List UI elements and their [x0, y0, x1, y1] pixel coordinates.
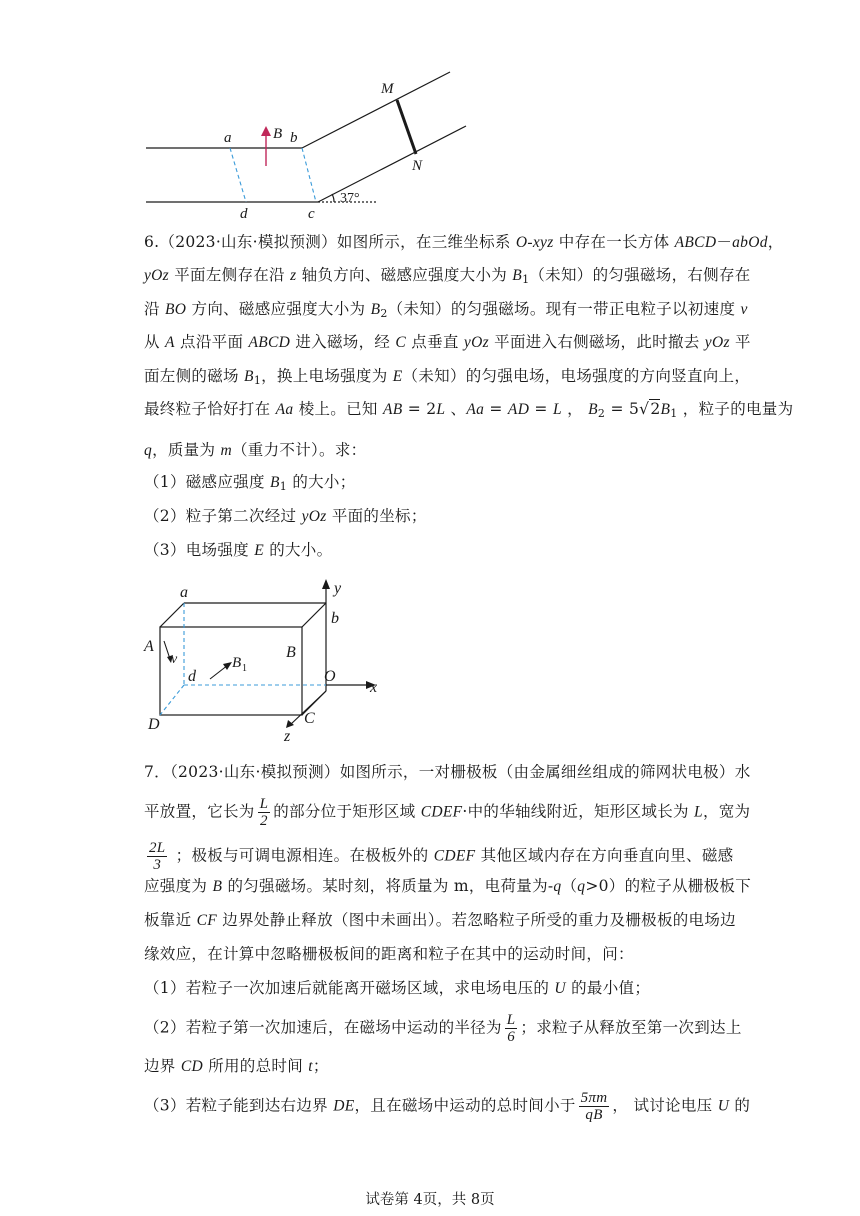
label-d: d — [240, 206, 248, 222]
text-line — [144, 299, 748, 324]
math-symbol: Aa — [466, 401, 485, 418]
label-x: x — [370, 679, 378, 696]
text-run: 边界处静止释放（图中未画出）。若忽略粒子所受的重力及栅极板的电场边 — [217, 911, 736, 929]
text-run: 平 — [729, 333, 751, 351]
math-symbol: U — [554, 980, 566, 997]
text-run: 应强度为 — [144, 877, 213, 895]
subscript: 2 — [380, 307, 388, 320]
label-A: A — [144, 638, 154, 655]
rod-mn — [397, 100, 416, 154]
subscript: 1 — [253, 374, 262, 387]
math-symbol: CD — [180, 1058, 203, 1075]
text-run: ， 试讨论电压 — [612, 1096, 718, 1115]
text-run: 点垂直 — [406, 333, 464, 351]
text-run: ；求粒子从释放至第一次到达上 — [520, 1018, 742, 1037]
text-run: 板靠近 — [144, 911, 197, 929]
text-run: ，质量为 — [152, 441, 221, 459]
text-line — [144, 232, 784, 253]
text-run: 缘效应，在计算中忽略栅极板间的距离和粒子在其中的运动时间，问： — [144, 945, 634, 963]
math-symbol: CDEF — [433, 847, 476, 865]
math-symbol: L — [694, 803, 703, 821]
label-v: v — [171, 652, 178, 667]
text-run: 平面左侧存在沿 — [169, 266, 291, 284]
text-run: ， — [561, 400, 589, 418]
angle-arc — [332, 194, 334, 202]
field-arrow-icon — [261, 126, 271, 166]
subscript: 2 — [597, 407, 606, 420]
front-face — [160, 627, 302, 715]
math-symbol: DE — [333, 1097, 355, 1115]
subscript: 1 — [522, 273, 530, 286]
text-run: 的匀强磁场。某时刻，将质量为 m，电荷量为- — [222, 877, 554, 895]
text-run: ，宽为 — [702, 802, 751, 821]
rail-figure — [140, 66, 480, 222]
label-O: O — [324, 668, 336, 685]
label-B: B — [286, 644, 296, 661]
text-line — [144, 978, 724, 999]
text-run: 所用的总时间 — [202, 1057, 309, 1075]
math-symbol: E — [392, 368, 403, 385]
cuboid-figure — [138, 575, 398, 745]
text-run: 平面进入右侧磁场，此时撤去 — [488, 333, 705, 351]
text-run: 进入磁场，经 — [290, 333, 396, 351]
text-run: 沿 — [144, 300, 166, 318]
label-field-b: B — [273, 126, 283, 142]
label-B1-subscript: 1 — [242, 663, 247, 674]
fraction: $\frac{L}{2}$ — [259, 796, 269, 829]
math-symbol: Aa — [275, 401, 294, 418]
text-run: = — [484, 400, 508, 418]
math-symbol: BO — [165, 301, 187, 318]
text-run: 的 — [729, 1096, 751, 1115]
text-run: 棱上。已知 — [293, 400, 383, 418]
text-line — [144, 840, 734, 873]
page-footer: 试卷第 4页，共 8页 — [365, 1192, 495, 1208]
math-symbol: ABCD — [674, 234, 717, 251]
label-angle: 37° — [340, 191, 360, 206]
text-run: 平面的坐标； — [326, 507, 427, 525]
text-run: >0）的粒子从栅极板下 — [585, 877, 752, 895]
text-line — [144, 1090, 751, 1123]
z-axis-arrow-icon — [286, 720, 294, 728]
text-run: 、 — [445, 400, 467, 418]
text-run: （重力不计）。求： — [232, 441, 367, 459]
math-symbol: yOz — [463, 334, 489, 351]
hidden-edge-depth — [160, 685, 184, 715]
text-run: 的大小。 — [263, 541, 333, 559]
math-symbol: C — [395, 334, 407, 351]
math-symbol: ABCD — [248, 334, 291, 351]
math-symbol: B — [270, 474, 280, 491]
math-symbol: CF — [196, 912, 218, 929]
label-m: M — [381, 81, 394, 97]
text-line — [144, 762, 751, 782]
text-line — [144, 876, 752, 897]
math-symbol: B — [244, 368, 254, 385]
text-run: 7．（2023·山东·模拟预测）如图所示，一对栅极板（由金属细丝组成的筛网状电极）水 — [144, 763, 751, 781]
label-C: C — [304, 710, 315, 727]
text-run: （未知）的匀强磁场，右侧存在 — [529, 266, 751, 284]
math-symbol: z — [290, 267, 297, 284]
label-c: c — [308, 206, 315, 222]
text-run: ，换上电场强度为 — [261, 367, 393, 385]
text-line — [144, 796, 751, 829]
text-line — [144, 1056, 724, 1077]
text-line — [144, 440, 724, 461]
text-run: ，粒子的电量为 — [677, 400, 794, 418]
text-run: （未知）的匀强磁场。现有一带正电粒子以初速度 — [387, 300, 741, 318]
label-n: N — [412, 158, 423, 174]
fraction: $\frac{2L}{3}$ — [149, 840, 166, 873]
text-run: 面左侧的磁场 — [144, 367, 245, 385]
text-run: 边界 — [144, 1057, 181, 1075]
text-line — [144, 332, 751, 353]
text-run: （1）磁感应强度 — [144, 473, 270, 491]
math-symbol: B — [660, 401, 671, 418]
text-run: ·中的华轴线附近，矩形区域长为 — [462, 802, 695, 821]
fraction: $\frac{L}{6}$ — [506, 1012, 516, 1045]
text-line — [144, 399, 794, 424]
label-B1: B — [232, 655, 242, 671]
text-run: （ — [561, 877, 578, 895]
label-D: D — [148, 716, 160, 733]
text-line — [144, 472, 724, 497]
math-symbol: AB — [382, 401, 403, 418]
math-symbol: B — [512, 267, 523, 284]
text-run: 的大小； — [287, 473, 356, 491]
subscript: 1 — [670, 407, 678, 420]
field-boundary-right — [302, 148, 316, 202]
text-run: ； — [312, 1057, 329, 1075]
math-symbol: E — [254, 542, 264, 559]
text-line — [144, 366, 751, 391]
math-symbol: yOz — [704, 334, 730, 351]
text-run: 点沿平面 — [174, 333, 249, 351]
subscript: 1 — [279, 480, 288, 493]
text-run: ，且在磁场中运动的总时间小于 — [354, 1096, 576, 1115]
fraction: $\frac{5\pi m}{qB}$ — [580, 1090, 608, 1123]
text-line — [144, 506, 724, 527]
math-symbol: q — [553, 878, 562, 895]
y-axis-arrow-icon — [322, 579, 330, 589]
math-symbol: yOz — [144, 267, 170, 284]
text-line — [144, 910, 736, 931]
text-line — [144, 540, 724, 561]
text-line — [144, 265, 751, 290]
math-symbol: B — [588, 401, 598, 418]
b1-arrow-icon — [210, 662, 232, 679]
text-run: （未知）的匀强电场，电场强度的方向竖直向上， — [402, 367, 751, 385]
field-boundary-left — [230, 148, 246, 202]
math-symbol: A — [165, 334, 175, 351]
text-run: （1）若粒子一次加速后就能离开磁场区域，求电场电压的 — [144, 979, 555, 997]
text-run: = — [529, 400, 553, 418]
math-symbol: U — [717, 1097, 730, 1115]
text-run: （2）若粒子第一次加速后，在磁场中运动的半径为 — [144, 1018, 502, 1037]
math-symbol: CDEF — [420, 803, 463, 821]
math-symbol: q — [577, 878, 586, 895]
math-symbol: AD — [507, 401, 530, 418]
math-symbol: L — [436, 401, 446, 418]
label-y: y — [334, 580, 342, 597]
label-b: b — [331, 610, 339, 627]
label-a: a — [180, 584, 188, 601]
text-run: 其他区域内存在方向垂直向里、磁感 — [475, 846, 734, 865]
math-symbol: B — [370, 301, 381, 318]
math-symbol: O-xyz — [515, 234, 554, 251]
math-symbol: B — [212, 878, 223, 895]
math-symbol: m — [220, 442, 232, 459]
math-symbol: abOd — [732, 234, 768, 251]
text-line — [144, 1012, 742, 1045]
math-symbol: L — [552, 401, 562, 418]
sqrt: √2 — [639, 400, 661, 418]
text-run: （3）电场强度 — [144, 541, 255, 559]
label-d: d — [188, 668, 196, 685]
text-run: ；极板与可调电源相连。在极板外的 — [170, 846, 434, 865]
text-run: 6.（2023·山东·模拟预测）如图所示，在三维坐标系 — [144, 233, 516, 251]
math-symbol: q — [144, 442, 153, 459]
upper-rail-inclined — [302, 72, 450, 148]
text-run: 的部分位于矩形区域 — [273, 802, 421, 821]
label-z: z — [284, 728, 291, 745]
math-symbol: t — [308, 1058, 313, 1075]
text-run: ， — [767, 233, 784, 251]
text-run: 的最小值； — [565, 979, 651, 997]
text-run: （2）粒子第二次经过 — [144, 507, 302, 525]
text-run: － — [716, 233, 733, 251]
text-run: 方向、磁感应强度大小为 — [186, 300, 371, 318]
text-run: = 2 — [402, 400, 437, 418]
text-run: （3）若粒子能到达右边界 — [144, 1096, 334, 1115]
math-symbol: v — [740, 301, 748, 318]
math-symbol: yOz — [301, 508, 327, 525]
text-line — [144, 944, 724, 964]
text-run: 中存在一长方体 — [553, 233, 675, 251]
label-a: a — [224, 130, 232, 146]
text-run: 最终粒子恰好打在 — [144, 400, 276, 418]
text-run: 平放置，它长为 — [144, 802, 255, 821]
label-b: b — [290, 130, 298, 146]
text-run: = 5 — [605, 400, 640, 418]
text-run: 从 — [144, 333, 166, 351]
text-run: 轴负方向、磁感应强度大小为 — [296, 266, 513, 284]
